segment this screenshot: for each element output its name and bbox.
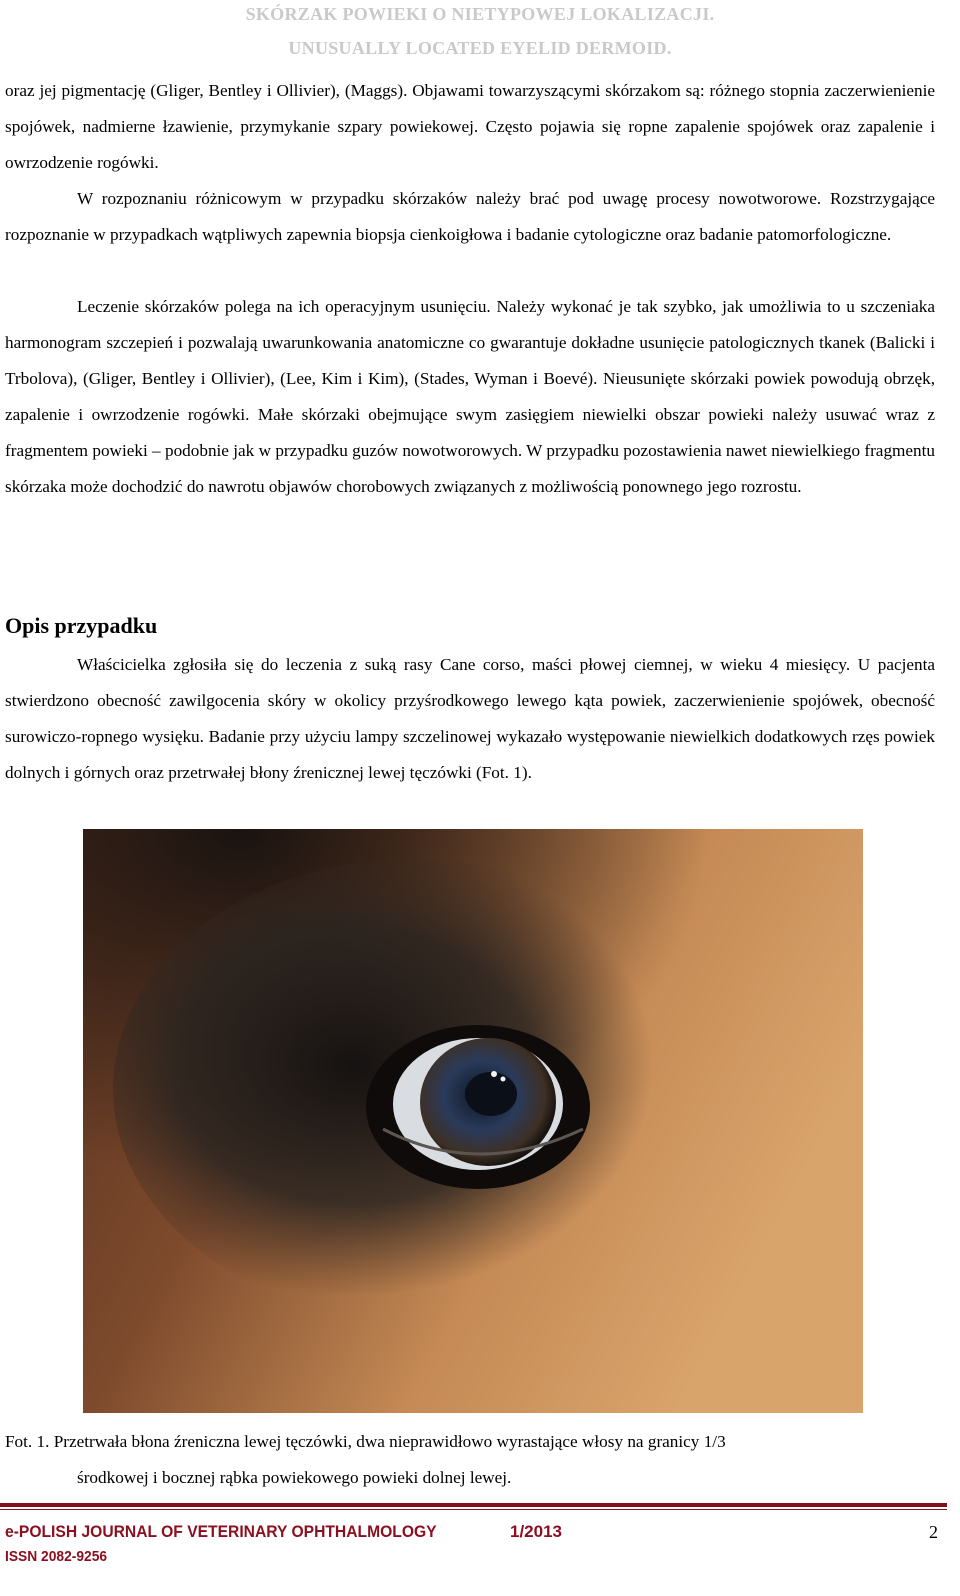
issue-number: 1/2013 xyxy=(510,1522,562,1541)
issn: ISSN 2082-9256 xyxy=(5,1548,108,1565)
running-title-polish: SKÓRZAK POWIEKI O NIETYPOWEJ LOKALIZACJI. xyxy=(245,4,715,24)
paragraph-differential-diagnosis: W rozpoznaniu różnicowym w przypadku skórzaków należy brać pod uwagę procesy nowotworowe. Rozstrzygające rozpoznanie w przypadkach wątpliwych zapewnia biopsja cienkoigłowa i badanie cytologiczne oraz badanie patomorfologiczne. xyxy=(5,189,935,244)
paragraph-symptoms: oraz jej pigmentację (Gliger, Bentley i Ollivier), (Maggs). Objawami towarzyszącymi skórzakom są: różnego stopnia zaczerwienienie spojówek, nadmierne łzawienie, przymykanie szpary powiekowej. Często pojawia się ropne zapalenie spojówek oraz zapalenie i owrzodzenie rogówki. xyxy=(5,81,935,172)
section-heading: Opis przypadku xyxy=(5,613,158,638)
journal-name: e-POLISH JOURNAL OF VETERINARY OPHTHALMOLOGY xyxy=(5,1522,437,1541)
running-title-english: UNUSUALLY LOCATED EYELID DERMOID. xyxy=(288,38,672,58)
eye-photograph xyxy=(83,829,863,1413)
caption-line-2: środkowej i bocznej rąbka powiekowego powieki dolnej lewej. xyxy=(77,1468,512,1487)
footer-divider-thin xyxy=(0,1509,947,1510)
paragraph-case-description: Właścicielka zgłosiła się do leczenia z suką rasy Cane corso, maści płowej ciemnej, w wieku 4 miesięcy. U pacjenta stwierdzono obecność zawilgocenia skóry w okolicy przyśrodkowego lewego kąta powiek, zaczerwienienie spojówek, obecność surowiczo-ropnego wysięku. Badanie przy użyciu lampy szczelinowej wykazało występowanie niewielkich dodatkowych rzęs powiek dolnych i górnych oraz przetrwałej błony źrenicznej lewej tęczówki (Fot. 1). xyxy=(5,655,935,782)
page-number: 2 xyxy=(929,1522,938,1542)
caption-line-1: Fot. 1. Przetrwała błona źreniczna lewej tęczówki, dwa nieprawidłowo wyrastające włosy na granicy 1/3 xyxy=(5,1432,726,1451)
figure-caption xyxy=(5,1424,935,1496)
footer-divider xyxy=(0,1503,947,1507)
eye-photo-illustration xyxy=(83,829,863,1413)
paragraph-treatment: Leczenie skórzaków polega na ich operacyjnym usunięciu. Należy wykonać je tak szybko, jak umożliwia to u szczeniaka harmonogram szczepień i pozwalają uwarunkowania anatomiczne co gwarantuje dokładne usunięcie patologicznych tkanek (Balicki i Trbolova), (Gliger, Bentley i Ollivier), (Lee, Kim i Kim), (Stades, Wyman i Boevé). Nieusunięte skórzaki powiek powodują obrzęk, zapalenie i owrzodzenie rogówki. Małe skórzaki obejmujące swym zasięgiem niewielki obszar powieki należy usuwać wraz z fragmentem powieki – podobnie jak w przypadku guzów nowotworowych. W przypadku pozostawienia nawet niewielkiego fragmentu skórzaka może dochodzić do nawrotu objawów chorobowych związanych z możliwością ponownego jego rozrostu. xyxy=(5,297,935,496)
